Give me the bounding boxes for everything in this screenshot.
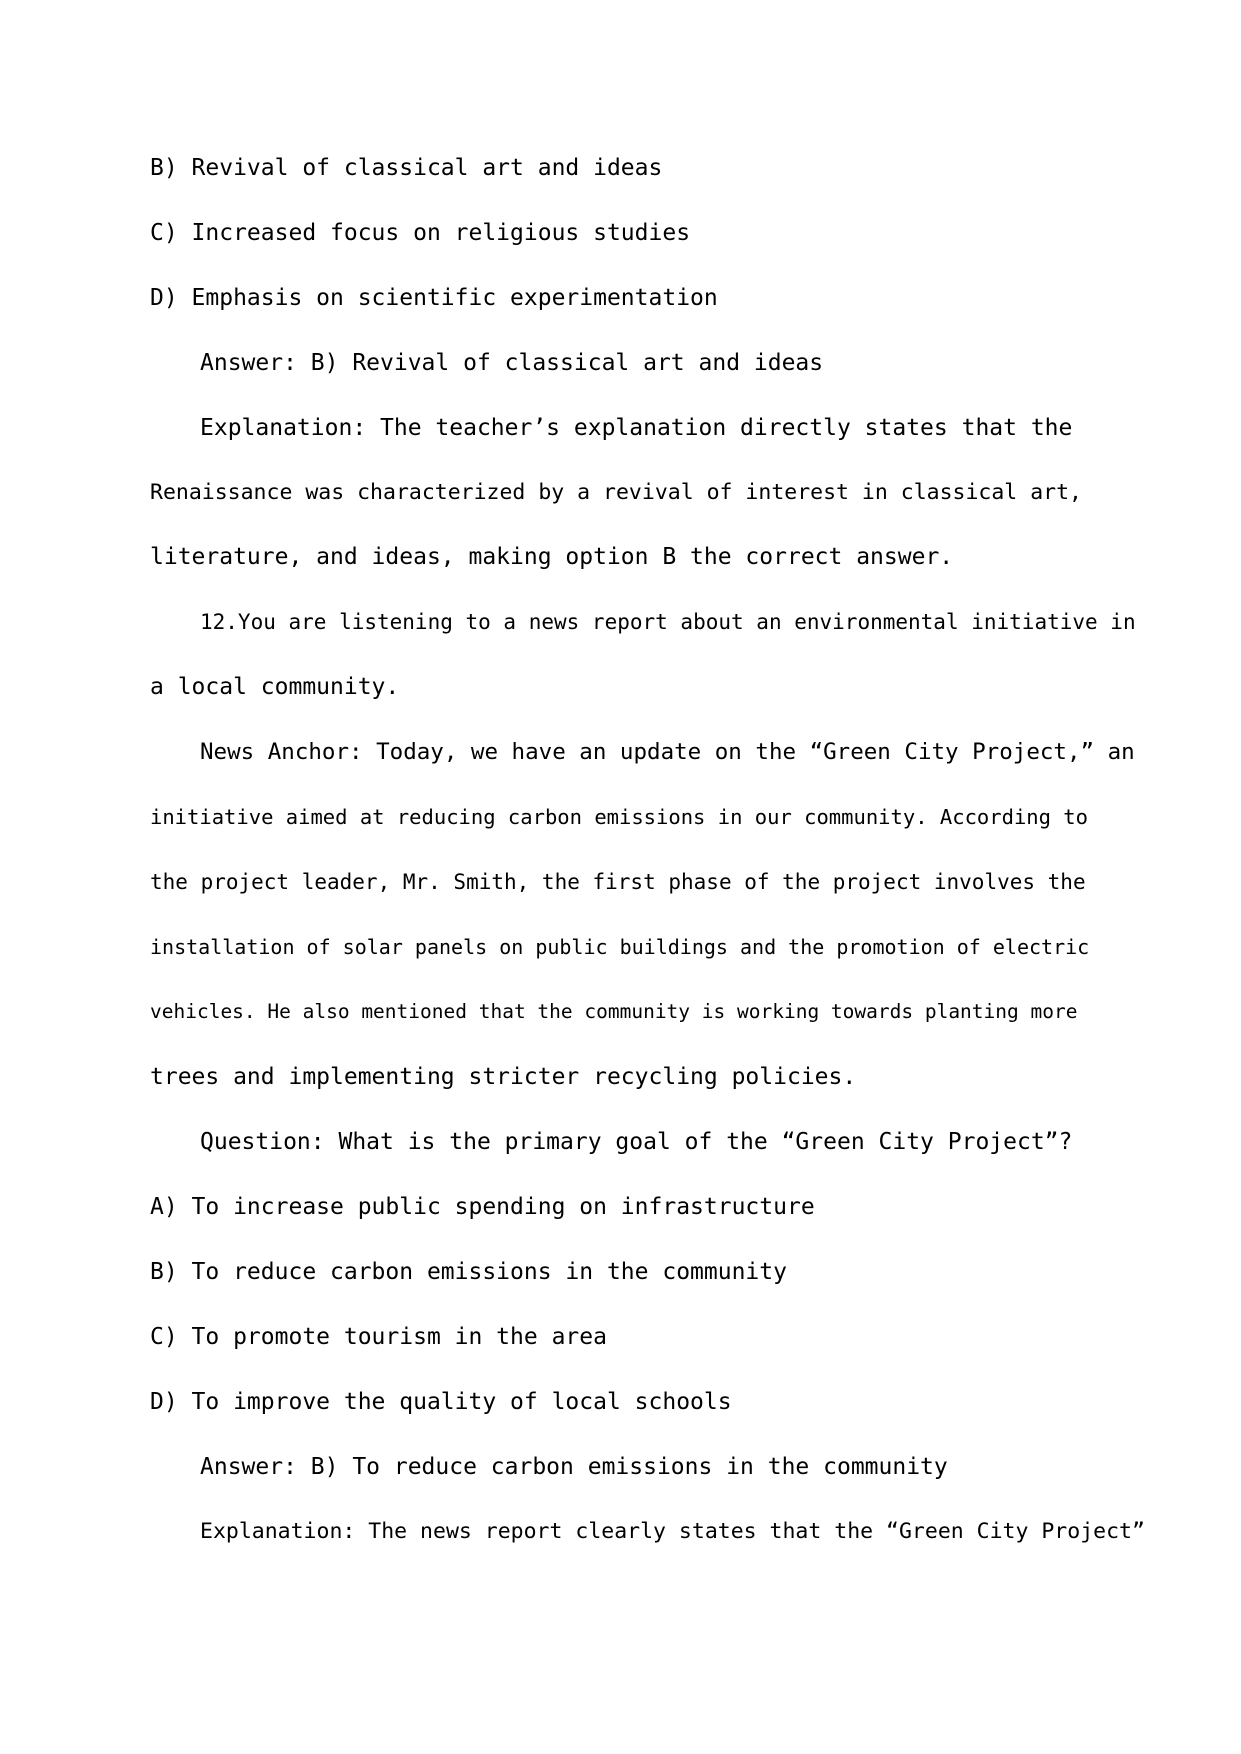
- q12-news-line-3: the project leader, Mr. Smith, the first phase of the project involves the: [150, 870, 1086, 894]
- prev-answer: Answer: B) Revival of classical art and ideas: [200, 350, 824, 376]
- q12-news-line-1: News Anchor: Today, we have an update on the “Green City Project,” an: [200, 739, 1135, 765]
- prev-option-d: D) Emphasis on scientific experimentation: [150, 285, 718, 311]
- q12-news-line-4: installation of solar panels on public buildings and the promotion of electric: [150, 935, 1090, 959]
- q12-intro-line-1: 12.You are listening to a news report about an environmental initiative in: [200, 610, 1136, 634]
- q12-explanation-line-1: Explanation: The news report clearly states that the “Green City Project”: [200, 1519, 1145, 1544]
- q12-question: Question: What is the primary goal of the “Green City Project”?: [200, 1129, 1073, 1155]
- prev-explanation-line-3: literature, and ideas, making option B the correct answer.: [150, 544, 954, 570]
- q12-news-line-5: vehicles. He also mentioned that the community is working towards planting more: [150, 1000, 1078, 1023]
- prev-explanation-line-1: Explanation: The teacher’s explanation directly states that the: [200, 415, 1073, 441]
- q12-option-a: A) To increase public spending on infrastructure: [150, 1194, 815, 1220]
- q12-option-b: B) To reduce carbon emissions in the community: [150, 1259, 787, 1285]
- q12-option-d: D) To improve the quality of local schools: [150, 1389, 732, 1415]
- q12-option-c: C) To promote tourism in the area: [150, 1324, 607, 1350]
- q12-answer: Answer: B) To reduce carbon emissions in the community: [200, 1454, 948, 1480]
- q12-intro-line-2: a local community.: [150, 674, 400, 700]
- prev-explanation-line-2: Renaissance was characterized by a revival of interest in classical art,: [150, 480, 1082, 505]
- q12-news-line-2: initiative aimed at reducing carbon emissions in our community. According to: [150, 805, 1088, 829]
- prev-option-b: B) Revival of classical art and ideas: [150, 155, 663, 181]
- prev-option-c: C) Increased focus on religious studies: [150, 220, 691, 246]
- q12-news-line-6: trees and implementing stricter recycling policies.: [150, 1064, 857, 1090]
